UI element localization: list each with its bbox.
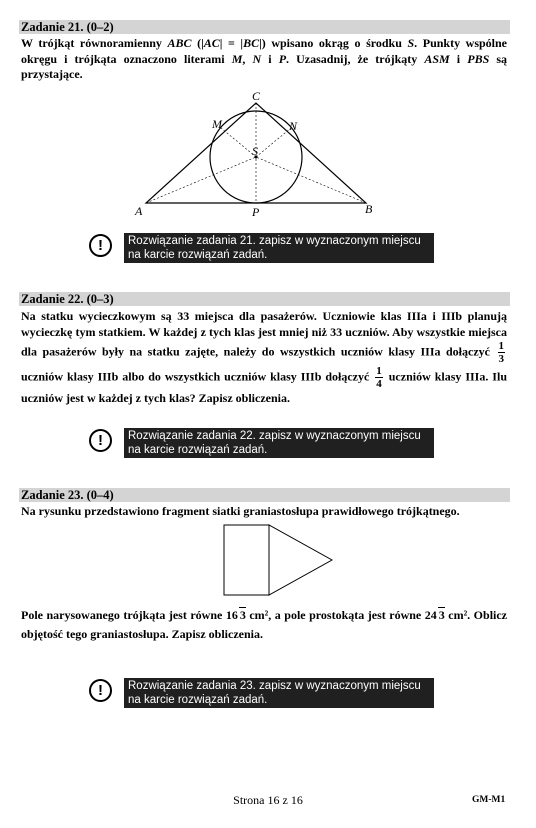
exam-code: GM-M1 <box>472 795 506 805</box>
task-21-header: Zadanie 21. (0–2) <box>19 20 510 34</box>
fraction-one-third: $\frac{1}{3}$ <box>498 340 504 365</box>
label-m: M <box>212 117 222 131</box>
task-22-header: Zadanie 22. (0–3) <box>19 292 510 306</box>
task-21-text: W trójkąt równoramienny ABC (|AC| = |BC|) wpisano okrąg o środku S. Punkty wspólne okręgu i trójkąta oznaczono literami M, N i P. Uzasadnij, że trójkąty ASM i PBS są przystające. <box>21 36 508 81</box>
label-p: P <box>252 205 260 219</box>
net-rectangle <box>224 525 269 595</box>
page-number: Strona 16 z 16 <box>233 793 303 807</box>
prism-net-figure <box>0 520 536 600</box>
net-triangle <box>269 525 332 595</box>
note-22-text: Rozwiązanie zadania 22. zapisz w wyznaczonym miejscu na karcie rozwiązań zadań. <box>124 428 434 458</box>
fraction-one-fourth: $\frac{1}{4}$ <box>376 365 382 390</box>
sqrt-3-a: 3 <box>239 608 246 622</box>
task-23-text: Pole narysowanego trójkąta jest równe 16 3 cm², a pole prostokąta jest równe 24 3 cm². Oblicz objętość tego graniastosłupa. Zapisz obliczenia. <box>21 608 508 641</box>
exclamation-icon: ! <box>89 429 112 452</box>
exclamation-icon: ! <box>89 234 112 257</box>
task-23-intro: Na rysunku przedstawiono fragment siatki graniastosłupa prawidłowego trójkątnego. <box>21 504 460 518</box>
label-s: S <box>252 144 258 158</box>
note-21-text: Rozwiązanie zadania 21. zapisz w wyznaczonym miejscu na karcie rozwiązań zadań. <box>124 233 434 263</box>
exclamation-icon: ! <box>89 679 112 702</box>
task-22-text: Na statku wycieczkowym są 33 miejsca dla pasażerów. Uczniowie klas IIIa i IIIb planują wycieczkę tym statkiem. W każdej z tych klas jest mniej niż 33 uczniów. Aby wszystkie miejsca dla pasażerów były na statku zajęte, należy do wszystkich uczniów klasy IIIa dołączyć $\frac{1}{3}$ uczniów klasy IIIb albo do wszystkich uczniów klasy IIIb dołączyć $\frac{1}{4}$ uczniów klasy IIIa. Ilu uczniów jest w każdej z tych klas? Zapisz obliczenia. <box>21 309 507 405</box>
label-n: N <box>289 119 298 133</box>
sqrt-3-b: 3 <box>438 608 445 622</box>
label-b: B <box>365 202 373 216</box>
label-c: C <box>252 89 261 103</box>
label-a: A <box>135 204 143 218</box>
triangle-figure <box>0 0 536 230</box>
task-23-header: Zadanie 23. (0–4) <box>19 488 510 502</box>
note-23-text: Rozwiązanie zadania 23. zapisz w wyznaczonym miejscu na karcie rozwiązań zadań. <box>124 678 434 708</box>
